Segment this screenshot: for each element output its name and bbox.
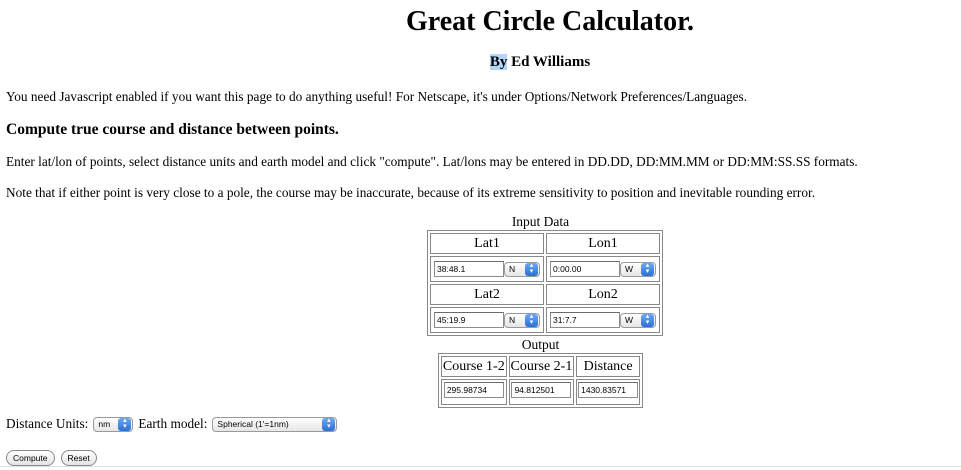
byline-author: Ed Williams bbox=[511, 54, 591, 70]
settings-row bbox=[6, 416, 342, 432]
bottom-divider bbox=[0, 466, 961, 467]
byline bbox=[0, 54, 961, 71]
course-2-1-header: Course 2-1 bbox=[509, 356, 575, 377]
lat1-header: Lat1 bbox=[430, 233, 544, 254]
course-1-2-cell bbox=[441, 379, 507, 405]
reset-button[interactable]: Reset bbox=[61, 450, 97, 466]
page-title: Great Circle Calculator. bbox=[406, 6, 694, 37]
lon2-hemisphere-select[interactable] bbox=[620, 313, 656, 328]
select-arrows-icon: ▴ ▾ bbox=[118, 418, 131, 431]
lon2-input[interactable]: 31:7.7 bbox=[550, 312, 620, 328]
course-2-1-cell bbox=[509, 379, 575, 405]
lon2-hemisphere-value: W bbox=[625, 314, 634, 325]
lon1-hemisphere-value: W bbox=[625, 263, 634, 274]
lon1-header: Lon1 bbox=[546, 233, 660, 254]
select-arrows-icon: ▴ ▾ bbox=[641, 263, 654, 276]
lon1-hemisphere-select[interactable] bbox=[620, 262, 656, 277]
lat1-input[interactable]: 38:48.1 bbox=[434, 261, 504, 277]
select-arrows-icon: ▴ ▾ bbox=[641, 314, 654, 327]
lat1-hemisphere-select[interactable] bbox=[504, 262, 540, 277]
lat2-cell bbox=[430, 307, 544, 333]
input-data-panel bbox=[427, 214, 654, 336]
select-arrows-icon: ▴ ▾ bbox=[322, 418, 335, 431]
select-arrows-icon: ▴ ▾ bbox=[525, 314, 538, 327]
distance-units-value: nm bbox=[98, 418, 111, 429]
course-1-2-output[interactable]: 295.98734 bbox=[444, 382, 504, 398]
course-1-2-header: Course 1-2 bbox=[441, 356, 507, 377]
output-table bbox=[438, 353, 643, 408]
javascript-note: You need Javascript enabled if you want this page to do anything useful! For Netscape, it's under Options/Network Preferences/Languages. bbox=[6, 89, 748, 104]
lat1-cell bbox=[430, 256, 544, 282]
action-buttons bbox=[6, 450, 97, 466]
byline-by: By bbox=[489, 54, 508, 70]
lat2-input[interactable]: 45:19.9 bbox=[434, 312, 504, 328]
lon2-cell bbox=[546, 307, 660, 333]
lat1-hemisphere-value: N bbox=[509, 263, 516, 274]
distance-units-select[interactable] bbox=[93, 417, 133, 432]
instructions-text: Enter lat/lon of points, select distance units and earth model and click "compute". Lat/lons may be entered in DD.DD, DD:MM.MM or DD:MM:SS.SS formats. bbox=[6, 154, 858, 169]
lon1-cell bbox=[546, 256, 660, 282]
compute-button[interactable]: Compute bbox=[6, 450, 55, 466]
page-title-wrap bbox=[0, 6, 961, 38]
input-data-caption: Input Data bbox=[511, 214, 570, 229]
output-caption: Output bbox=[521, 337, 560, 352]
earth-model-label: Earth model: bbox=[138, 416, 208, 431]
distance-header: Distance bbox=[576, 356, 640, 377]
distance-cell bbox=[576, 379, 640, 405]
input-data-table bbox=[427, 230, 663, 336]
output-panel bbox=[438, 337, 643, 408]
lat2-header: Lat2 bbox=[430, 284, 544, 305]
distance-units-label: Distance Units: bbox=[6, 416, 89, 431]
distance-output[interactable]: 1430.83571 bbox=[578, 382, 638, 398]
course-2-1-output[interactable]: 94.812501 bbox=[511, 382, 571, 398]
lat2-hemisphere-value: N bbox=[509, 314, 516, 325]
lon2-header: Lon2 bbox=[546, 284, 660, 305]
earth-model-select[interactable] bbox=[212, 417, 337, 432]
lon1-input[interactable]: 0:00.00 bbox=[550, 261, 620, 277]
earth-model-value: Spherical (1'=1nm) bbox=[217, 418, 289, 429]
section-heading: Compute true course and distance between points. bbox=[6, 121, 339, 138]
select-arrows-icon: ▴ ▾ bbox=[525, 263, 538, 276]
lat2-hemisphere-select[interactable] bbox=[504, 313, 540, 328]
pole-warning-text: Note that if either point is very close to a pole, the course may be inaccurate, because of its extreme sensitivity to position and inevitable rounding error. bbox=[6, 185, 816, 200]
